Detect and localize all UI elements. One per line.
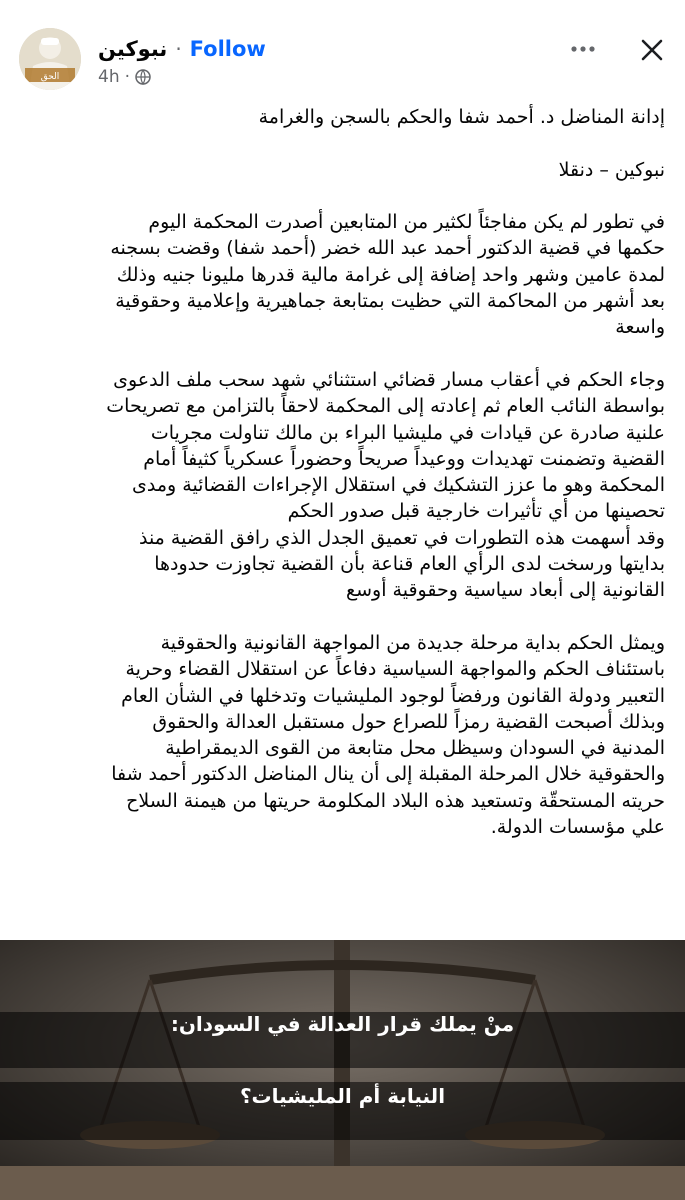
avatar-text: الحق [40, 72, 60, 82]
name-row [98, 34, 266, 64]
page-name[interactable]: نبوكين [98, 37, 168, 61]
image-caption-1: منْ يملك قرار العدالة في السودان: [170, 1012, 515, 1036]
meta-separator: · [124, 67, 130, 87]
post-header [0, 0, 685, 100]
post-text-line: واسعة [615, 316, 665, 339]
paragraph-gap [22, 604, 665, 630]
post-text-line: علي مؤسسات الدولة. [490, 816, 665, 839]
paragraph-gap [22, 130, 665, 156]
post-text-line: علنية صادرة عن قيادات في مليشيا البراء بن مالك تناولت مجريات [150, 421, 665, 444]
paragraph-gap [22, 183, 665, 209]
paragraph-gap [22, 341, 665, 367]
post-text-line: بواسطة النائب العام ثم إعادته إلى المحكمة لاحقاً بالتزامن مع تصريحات [106, 395, 665, 418]
post-text-line: القانونية إلى أبعاد سياسية وحقوقية أوسع [346, 579, 665, 602]
name-separator: · [175, 37, 182, 61]
post-text-line: المدنية في السودان وسيظل محل متابعة من القوى الديمقراطية [165, 737, 665, 760]
post-text-line: وبذلك أصبحت القضية رمزاً للصراع حول مستقبل العدالة والحقوق [152, 710, 665, 733]
post-text-line: بعد أشهر من المحاكمة التي حظيت بمتابعة جماهيرية وإعلامية وحقوقية [115, 290, 665, 313]
post-text-line: نبوكين – دنقلا [558, 158, 665, 181]
post-text-line: وجاء الحكم في أعقاب مسار قضائي استثنائي شهد سحب ملف الدعوى [113, 368, 665, 391]
post-text-line: ويمثل الحكم بداية مرحلة جديدة من المواجهة القانونية والحقوقية [160, 631, 665, 654]
post-text-line: والحقوقية خلال المرحلة المقبلة إلى أن ينال المناضل الدكتور أحمد شفا [111, 763, 665, 786]
post-text-line: حكمها في قضية الدكتور أحمد عبد الله خضر (أحمد شفا) وقضت بسجنه [110, 237, 665, 260]
more-icon [570, 45, 596, 53]
post-body [22, 104, 665, 840]
follow-button[interactable]: Follow [189, 37, 266, 61]
post-text-line: بدايتها ورسخت لدى الرأي العام قناعة بأن القضية تجاوزت حدودها [154, 553, 665, 576]
post-text-line: تحصينها من أي تأثيرات خارجية قبل صدور الحكم [287, 500, 665, 523]
post-text-line: وقد أسهمت هذه التطورات في تعميق الجدل الذي رافق القضية منذ [138, 526, 665, 549]
post-text-line: لمدة عامين وشهر واحد إضافة إلى غرامة مالية قدرها مليونا جنيه وذلك [116, 263, 665, 286]
more-options-button[interactable] [566, 32, 600, 66]
globe-icon [135, 69, 151, 85]
avatar[interactable] [19, 28, 81, 90]
close-button[interactable] [632, 30, 672, 70]
close-icon [640, 38, 664, 62]
post-time[interactable]: 4h [98, 67, 120, 87]
post-text-line: القضية وتضمنت تهديدات ووعيداً صريحاً وحضوراً عسكرياً كثيفاً أمام [143, 447, 665, 470]
image-caption-2: النيابة أم المليشيات؟ [239, 1084, 446, 1108]
post-image[interactable] [0, 940, 685, 1200]
justice-scale-image [0, 940, 685, 1200]
post-text-line: التعبير ودولة القانون ورفضاً لوجود المليشيات وتدخلها في الشأن العام [121, 684, 665, 707]
post-text-line: المحكمة وهو ما عزز التشكيك في استقلال الإجراءات القضائية ومدى [132, 474, 665, 497]
post-meta [98, 66, 151, 88]
post-text-line: حريته المستحقّة وتستعيد هذه البلاد المكلومة حريتها من هيمنة السلاح [126, 789, 665, 812]
avatar-image [19, 28, 81, 90]
post-text-line: باستئناف الحكم والمواجهة السياسية دفاعاً عن استقلال القضاء وحرية [125, 658, 665, 681]
post-text-line: إدانة المناضل د. أحمد شفا والحكم بالسجن والغرامة [258, 106, 665, 128]
post-text-line: في تطور لم يكن مفاجئاً لكثير من المتابعين أصدرت المحكمة اليوم [148, 211, 665, 234]
